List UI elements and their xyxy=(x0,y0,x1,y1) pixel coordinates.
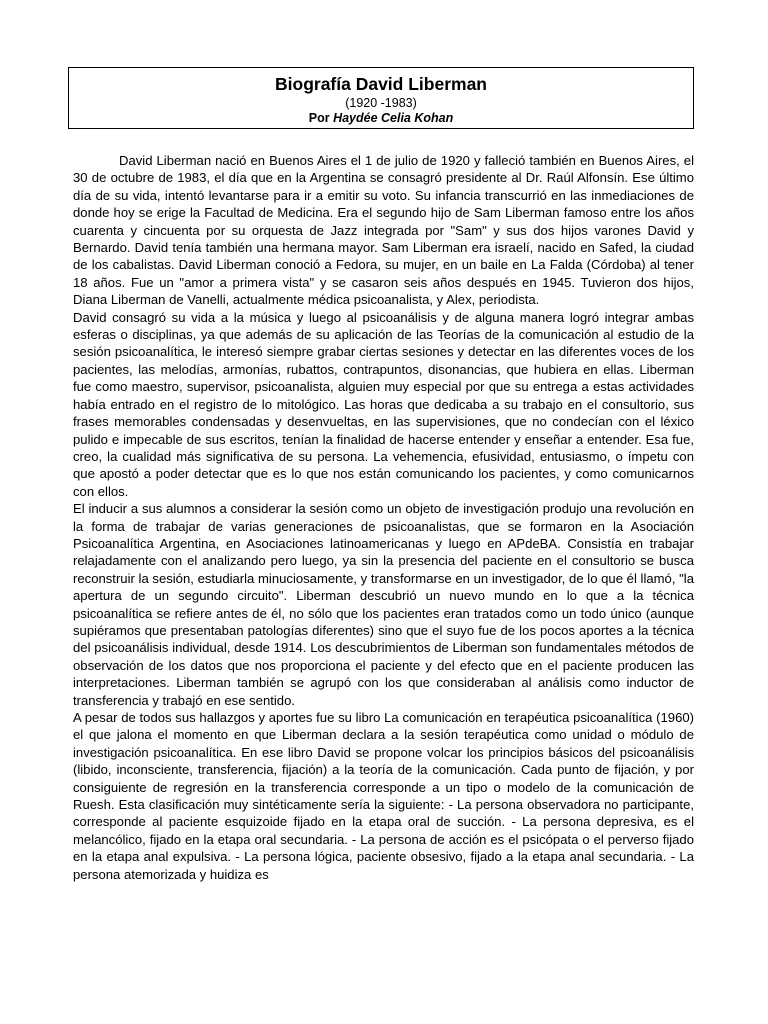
document-title: Biografía David Liberman xyxy=(275,74,487,94)
paragraph-4: A pesar de todos sus hallazgos y aportes fue su libro La comunicación en terapéutica psicoanalítica (1960) el que jalona el momento en que Liberman declara a la sesión terapéutica como unidad o módulo de investigación psicoanalítica. En ese libro David se propone volcar los principios básicos del psicoanálisis (libido, inconsciente, transferencia, fijación) a la teoría de la comunicación. Cada punto de fijación, y por consiguiente de regresión en la transferencia corresponde a un tipo o modelo de la comunicación de Ruesh. Esta clasificación muy sintéticamente sería la siguiente: - La persona observadora no participante, corresponde al paciente esquizoide fijado en la etapa oral de succión. - La persona depresiva, es el melancólico, fijado en la etapa oral secundaria. - La persona de acción es el psicópata o el perverso fijado en la etapa anal expulsiva. - La persona lógica, paciente obsesivo, fijado a la etapa anal secundaria. - La persona atemorizada y huidiza es xyxy=(73,710,694,882)
by-label: Por xyxy=(308,111,334,125)
document-body xyxy=(73,152,694,883)
paragraph-2: David consagró su vida a la música y luego al psicoanálisis y de alguna manera logró integrar ambas esferas o disciplinas, ya que además de su aplicación de las Teorías de la comunicación al estudio de la sesión psicoanalítica, le interesó siempre grabar ciertas sesiones y detectar en las diferentes voces de los pacientes, las melodías, armonías, rubattos, contrapuntos, disonancias, que hubiera en ellas. Liberman fue como maestro, supervisor, psicoanalista, alguien muy especial por que su entrega a estas actividades había entrado en el registro de lo mitológico. Las horas que dedicaba a su trabajo en el consultorio, sus frases memorables condensadas y desenvueltas, en las supervisiones, que no condecían con el léxico pulido e impecable de sus escritos, tenían la finalidad de hacerse entender y enseñar a entender. Esa fue, creo, la cualidad más significativa de su persona. La vehemencia, efusividad, entusiasmo, o ímpetu con que apostó a poder detectar que es lo que nos están comunicando los pacientes, y como comunicarnos con ellos. xyxy=(73,309,694,499)
author-name: Haydée Celia Kohan xyxy=(333,111,454,125)
title-box xyxy=(68,67,694,129)
life-years: (1920 -1983) xyxy=(345,96,417,110)
paragraph-1: David Liberman nació en Buenos Aires el 1 de julio de 1920 y falleció también en Buenos Aires, el 30 de octubre de 1983, el día que en la Argentina se consagró presidente al Dr. Raúl Alfonsín. Ese último día de su vida, intentó levantarse para ir a emitir su voto. Su infancia transcurrió en las inmediaciones de donde hoy se erige la Facultad de Medicina. Era el segundo hijo de Sam Liberman famoso entre los años cuarenta y cincuenta por su orquesta de Jazz integrada por "Sam" y sus dos hijos varones David y Bernardo. David tenía también una hermana mayor. Sam Liberman era israelí, nacido en Safed, la ciudad de los cabalistas. David Liberman conoció a Fedora, su mujer, en un baile en La Falda (Córdoba) al tener 18 años. Fue un "amor a primera vista" y se casaron seis años después en 1945. Tuvieron dos hijos, Diana Liberman de Vanelli, actualmente médica psicoanalista, y Alex, periodista. xyxy=(73,153,694,308)
paragraph-3: El inducir a sus alumnos a considerar la sesión como un objeto de investigación produjo una revolución en la forma de trabajar de varias generaciones de psicoanalistas, que se formaron en la Asociación Psicoanalítica Argentina, en Asociaciones latinoamericanas y luego en APdeBA. Consistía en trabajar relajadamente con el analizando pero luego, ya sin la presencia del paciente en el consultorio se busca reconstruir la sesión, estudiarla minuciosamente, y transformarse en un investigador, de lo que él llamó, "la apertura de un segundo circuito". Liberman descubrió un nuevo mundo en lo que a la técnica psicoanalítica se refiere antes de él, no sólo que los pacientes eran tratados como un todo único (aunque supiéramos que presentaban patologías diferentes) sino que el suyo fue de los pocos aportes a la técnica del psicoanálisis individual, desde 1914. Los descubrimientos de Liberman son fundamentales métodos de observación de los datos que nos proporciona el paciente y del efecto que en el paciente producen las interpretaciones. Liberman también se agrupó con los que consideraban al análisis como inductor de transferencia y trabajó en ese sentido. xyxy=(73,501,694,708)
byline xyxy=(69,111,693,126)
